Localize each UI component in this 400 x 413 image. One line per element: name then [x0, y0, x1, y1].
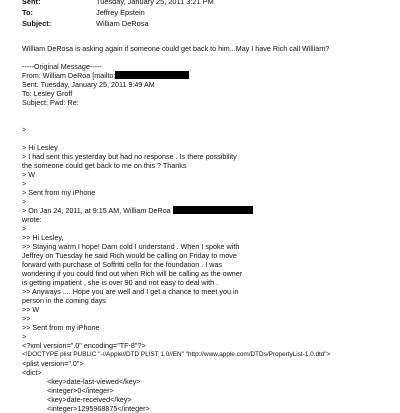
quote-line: > I had sent this yesterday but had no response . Is there possibility: [22, 152, 237, 161]
quote-line: >: [22, 179, 27, 188]
quote-line-text: > On Jan 24, 2011, at 9:15 AM, William DeRoa: [22, 206, 171, 215]
sent-label: Sent:: [22, 0, 41, 6]
original-to: To: Lesley Groff: [22, 89, 73, 98]
xml-line: <?xml version=".0" encoding="TF-8"?>: [22, 341, 146, 350]
quote-line: >> Hi Lesley,: [22, 233, 64, 242]
quote-line: is getting impatient , she is over 90 and not easy to deal with .: [22, 278, 219, 287]
xml-line: <key>date-last-viewed</key>: [47, 377, 141, 386]
quote-line: >>: [22, 314, 31, 323]
to-label: To:: [22, 8, 33, 17]
quote-line: >: [22, 125, 27, 134]
subject-value: William DeRosa: [96, 19, 149, 28]
quote-line: Jeffrey on Tuesday he said Rich would be calling on Friday to move: [22, 251, 237, 260]
original-from-text: From: William DeRoa [mailto:: [22, 71, 116, 80]
xml-line: <plist version=".0">: [22, 359, 84, 368]
xml-line: <key>date-received</key>: [47, 395, 132, 404]
quote-line: wrote:: [22, 215, 42, 224]
redaction-block: [173, 206, 253, 214]
xml-line: <integer>0</integer>: [47, 386, 114, 395]
quote-line: > Hi Lesley: [22, 143, 58, 152]
quote-line: the someone could get back to me on this ? Thanks: [22, 161, 187, 170]
quote-line: >: [22, 332, 27, 341]
quote-line: >> Staying warm I hope! Darn cold I understand . When I spoke with: [22, 242, 240, 251]
intro-text: William DeRosa is asking again if someone could get back to him...May I have Rich call William?: [22, 44, 330, 53]
redaction-block: [115, 71, 189, 79]
quote-line: >: [22, 197, 27, 206]
original-sent: Sent: Tuesday, January 25, 2011 9:49 AM: [22, 80, 155, 89]
subject-label: Subject:: [22, 19, 52, 28]
to-value: Jeffrey Epstein: [96, 8, 145, 17]
original-subject: Subject: Fwd: Re:: [22, 98, 79, 107]
original-marker: -----Original Message-----: [22, 62, 102, 71]
quote-line: person in the coming days: [22, 296, 106, 305]
quote-line: >: [22, 224, 27, 233]
xml-line: <!DOCTYPE plist PUBLIC "-//Apple//DTD PLIST 1.0//EN" "http://www.apple.com/DTDs/PropertyList-1.0.dtd">: [22, 351, 331, 358]
sent-value: Tuesday, January 25, 2011 3:21 PM: [96, 0, 214, 6]
quote-line: > W: [22, 170, 35, 179]
quote-line: >> Sent from my iPhone: [22, 323, 100, 332]
quote-line: > Sent from my iPhone: [22, 188, 96, 197]
quote-line-with-redaction: [22, 206, 253, 215]
quote-line: >> W: [22, 305, 40, 314]
xml-line: <dict>: [22, 368, 42, 377]
xml-line: <integer>1295968875</integer>: [47, 404, 150, 413]
quote-line: forward with purchase of Soffritti cello for the foundation . I was: [22, 260, 223, 269]
quote-line: wondering if you could find out when Rich will be calling as the owner: [22, 269, 243, 278]
quote-line: >> Anyways .... Hope you are well and I get a chance to meet you in: [22, 287, 239, 296]
original-from: [22, 71, 189, 80]
